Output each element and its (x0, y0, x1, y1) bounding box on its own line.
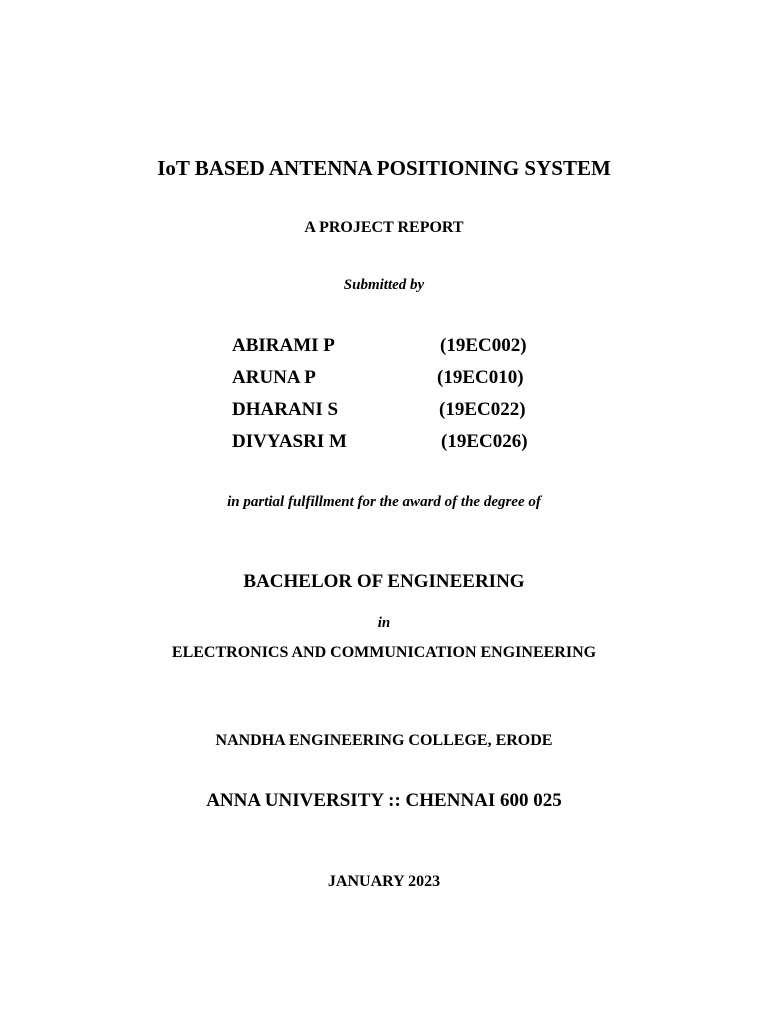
report-date: JANUARY 2023 (327, 873, 441, 890)
student-name: DIVYASRI M (232, 431, 347, 452)
student-row (232, 335, 552, 367)
university-name: ANNA UNIVERSITY :: CHENNAI 600 025 (206, 790, 562, 811)
fulfillment-statement: in partial fulfillment for the award of the degree of (227, 494, 541, 510)
student-roll-number: (19EC002) (440, 335, 527, 356)
submitted-by-label: Submitted by (343, 277, 425, 293)
branch-name: ELECTRONICS AND COMMUNICATION ENGINEERING (171, 644, 597, 661)
college-name: NANDHA ENGINEERING COLLEGE, ERODE (215, 732, 553, 749)
student-name: ARUNA P (232, 367, 316, 388)
student-name: DHARANI S (232, 399, 339, 420)
student-list (232, 335, 552, 463)
student-row (232, 367, 552, 399)
degree-name: BACHELOR OF ENGINEERING (243, 571, 525, 592)
report-type: A PROJECT REPORT (304, 219, 464, 236)
student-row (232, 399, 552, 431)
student-roll-number: (19EC026) (441, 431, 528, 452)
report-title: IoT BASED ANTENNA POSITIONING SYSTEM (157, 156, 611, 180)
student-roll-number: (19EC010) (437, 367, 524, 388)
student-roll-number: (19EC022) (439, 399, 526, 420)
in-connector: in (377, 615, 391, 631)
student-row (232, 431, 552, 463)
student-name: ABIRAMI P (232, 335, 335, 356)
